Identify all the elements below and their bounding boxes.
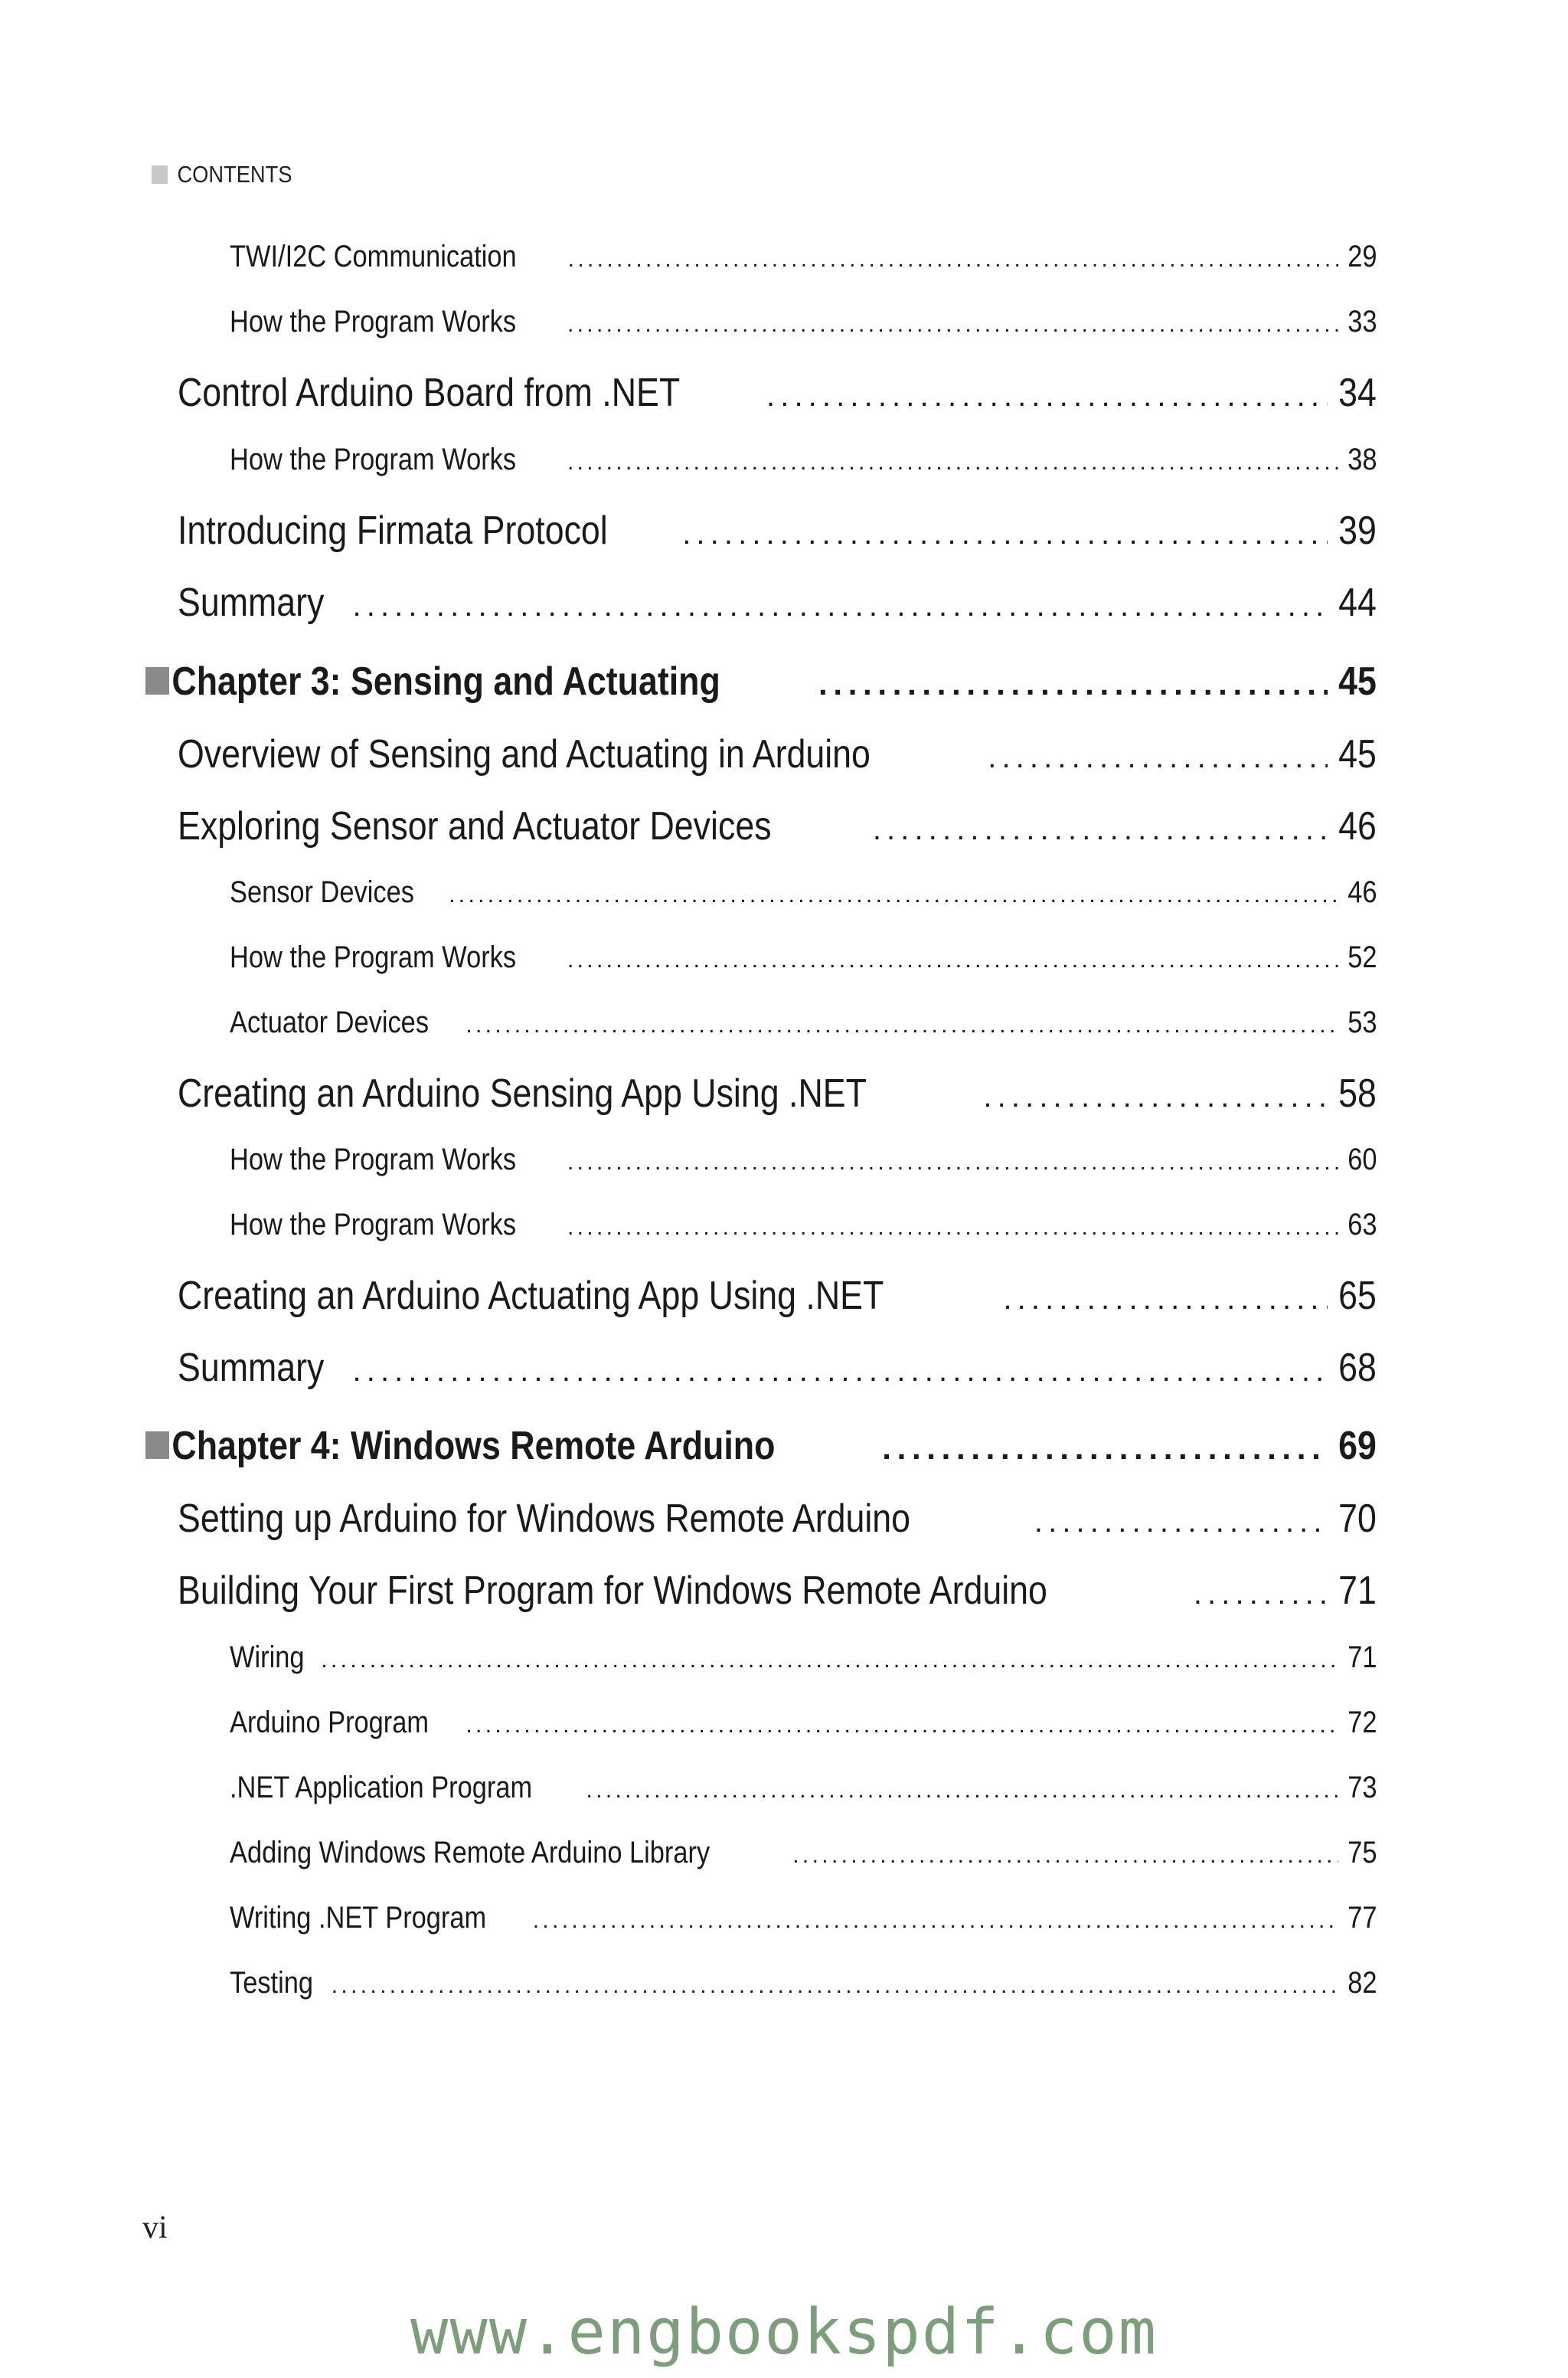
toc-entry-page: 69 [1338,1424,1377,1468]
toc-entry[interactable] [230,1836,1377,1874]
toc-entry-title [145,1423,775,1469]
toc-entry-page: 63 [1347,1208,1377,1241]
toc-entry-page: 71 [1347,1640,1377,1674]
toc-entry[interactable] [178,1496,1377,1545]
toc-entry-page: 44 [1338,581,1377,625]
page-number: vi [142,2210,168,2246]
dot-leader [567,1215,1338,1241]
toc-entry-page: 60 [1347,1143,1377,1176]
toc-entry-page: 72 [1347,1706,1377,1739]
dot-leader [983,1080,1328,1114]
toc-entry-page: 58 [1338,1071,1377,1116]
toc-entry-title: Summary [178,1346,325,1390]
toc-entry[interactable] [178,731,1377,780]
dot-leader [332,1973,1338,1999]
toc-entry[interactable] [230,1966,1377,2004]
toc-entry[interactable] [178,1273,1377,1322]
dot-leader [321,1647,1338,1673]
toc-entry-page: 33 [1347,305,1377,339]
toc-entry-title: How the Program Works [230,1208,517,1241]
toc-entry-title: Testing [230,1966,314,2000]
toc-entry[interactable] [230,1640,1377,1679]
toc-entry-title: Control Arduino Board from .NET [178,371,681,415]
dot-leader [568,247,1338,273]
toc-entry-page: 38 [1347,443,1377,476]
toc-entry[interactable] [178,508,1377,557]
toc-entry-page: 46 [1347,875,1377,909]
toc-entry-page: 45 [1338,732,1377,777]
chapter-square-icon [145,1431,169,1459]
chapter-square-icon [145,667,169,695]
toc-entry-page: 73 [1347,1771,1377,1804]
toc-entry[interactable] [178,803,1377,852]
toc-chapter-entry[interactable] [145,1423,1377,1472]
toc-entry[interactable] [230,240,1377,278]
toc-entry-page: 29 [1347,240,1377,273]
toc-entry-title: Writing .NET Program [230,1901,487,1935]
toc-entry-page: 46 [1338,804,1377,849]
toc-entry-title: Arduino Program [230,1706,430,1739]
dot-leader [766,379,1328,414]
toc-entry[interactable] [178,1071,1377,1120]
dot-leader [449,882,1338,908]
dot-leader [352,1354,1328,1389]
toc-entry-page: 52 [1347,940,1377,974]
toc-entry[interactable] [178,1345,1377,1394]
dot-leader [466,1012,1338,1039]
toc-entry-title: Sensor Devices [230,875,414,909]
toc-entry-page: 39 [1338,509,1377,553]
toc-entry[interactable] [230,1771,1377,1809]
toc-entry-page: 77 [1347,1901,1377,1935]
toc-entry-title: Setting up Arduino for Windows Remote Arduino [178,1496,911,1541]
dot-leader [1034,1505,1328,1539]
toc-entry-title: TWI/I2C Communication [230,240,517,273]
toc-entry-page: 45 [1338,659,1377,704]
toc-entry-title: Creating an Arduino Sensing App Using .NET [178,1071,867,1116]
toc-entry[interactable] [230,1706,1377,1744]
dot-leader [352,589,1328,623]
toc-entry-title: How the Program Works [230,443,517,476]
toc-entry-title: Summary [178,581,325,625]
toc-entry-title: .NET Application Program [230,1771,533,1804]
running-head-label: CONTENTS [177,161,292,188]
dot-leader [586,1778,1338,1804]
dot-leader [567,312,1338,338]
toc-entry[interactable] [230,1006,1377,1044]
toc-entry-page: 65 [1338,1274,1377,1318]
toc-entry[interactable] [230,875,1377,914]
dot-leader [882,1430,1328,1467]
toc-entry-title: Overview of Sensing and Actuating in Arduino [178,732,871,777]
toc-entry-page: 34 [1338,371,1377,415]
toc-entry-title: Building Your First Program for Windows Remote Arduino [178,1568,1047,1613]
toc-entry[interactable] [230,305,1377,343]
toc-entry-title: Exploring Sensor and Actuator Devices [178,804,772,849]
dot-leader [818,666,1328,702]
dot-leader [1194,1577,1328,1611]
dot-leader [466,1712,1338,1739]
toc-entry-page: 68 [1338,1346,1377,1390]
toc-entry[interactable] [230,1143,1377,1181]
dot-leader [873,813,1328,847]
toc-entry[interactable] [230,1901,1377,1939]
toc-entry-title: Creating an Arduino Actuating App Using .NET [178,1274,884,1318]
chapter-title: Chapter 4: Windows Remote Arduino [172,1424,776,1468]
toc-entry-title: Introducing Firmata Protocol [178,509,608,553]
toc-entry[interactable] [230,1208,1377,1246]
toc-entry[interactable] [178,1568,1377,1617]
toc-entry-title: Actuator Devices [230,1006,430,1039]
dot-leader [1003,1282,1328,1317]
square-bullet-icon [152,165,168,184]
toc-entry-title: Adding Windows Remote Arduino Library [230,1836,710,1869]
dot-leader [682,517,1328,551]
dot-leader [792,1843,1338,1869]
dot-leader [988,741,1328,775]
chapter-title: Chapter 3: Sensing and Actuating [172,659,720,704]
toc-entry-page: 70 [1338,1496,1377,1541]
toc-entry[interactable] [230,443,1377,481]
toc-entry-title [145,659,720,705]
toc-entry-page: 82 [1347,1966,1377,2000]
running-head [152,159,292,190]
dot-leader [567,1150,1338,1176]
toc-entry[interactable] [230,940,1377,979]
dot-leader [567,947,1338,973]
toc-entry[interactable] [178,370,1377,419]
toc-entry-page: 71 [1338,1568,1377,1613]
watermark-url: www.engbookspdf.com [410,2296,1158,2369]
toc-entry-title: How the Program Works [230,1143,517,1176]
dot-leader [533,1908,1338,1934]
toc-entry-page: 75 [1347,1836,1377,1869]
toc-entry-title: Wiring [230,1640,305,1674]
toc-entry[interactable] [178,580,1377,629]
toc-chapter-entry[interactable] [145,659,1377,708]
dot-leader [567,450,1338,476]
toc-entry-title: How the Program Works [230,940,517,974]
toc-entry-page: 53 [1347,1006,1377,1039]
toc-entry-title: How the Program Works [230,305,517,339]
